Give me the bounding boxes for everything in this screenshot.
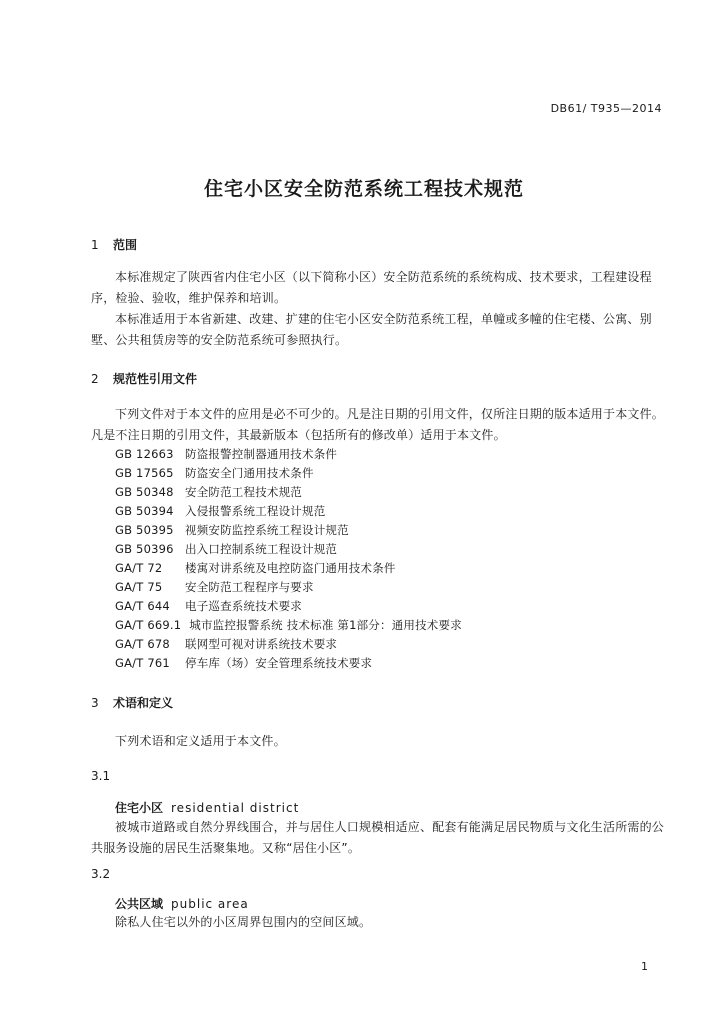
reference-item [115,655,372,671]
reference-code: GA/T 75 [115,580,163,594]
reference-name: 入侵报警系统工程设计规范 [185,504,326,518]
reference-item [115,598,302,614]
reference-name: 视频安防监控系统工程设计规范 [185,523,349,537]
reference-name: 安全防范工程技术规范 [185,485,302,499]
document-title: 住宅小区安全防范系统工程技术规范 [203,178,524,200]
reference-item [115,446,337,462]
reference-item [115,541,337,557]
page-number: 1 [641,960,648,973]
reference-name: 安全防范工程程序与要求 [185,580,314,594]
section-title: 范围 [113,238,138,252]
reference-item [115,617,462,633]
reference-code: GA/T 72 [115,561,163,575]
reference-name: 电子巡查系统技术要求 [185,599,302,613]
section-title: 术语和定义 [113,696,174,710]
term-definition: 除私人住宅以外的小区周界包围内的空间区域。 [115,915,372,929]
reference-item [115,636,337,652]
reference-name: 防盗报警控制器通用技术条件 [185,447,338,461]
reference-item [115,503,325,519]
reference-name: 楼寓对讲系统及电控防盗门通用技术条件 [185,561,396,575]
reference-code: GB 50348 [115,485,174,499]
reference-code: GB 50395 [115,523,174,537]
paragraph: 本标准规定了陕西省内住宅小区（以下简称小区）安全防范系统的系统构成、技术要求，工程建设程序，检验、验收，维护保养和培训。 [91,270,652,305]
term-heading [115,799,299,816]
reference-name: 防盗安全门通用技术条件 [185,466,314,480]
reference-name: 出入口控制系统工程设计规范 [185,542,338,556]
section-1-heading [91,236,137,253]
document-code: DB61/ T935—2014 [550,102,662,115]
reference-item [115,484,302,500]
reference-name: 城市监控报警系统 技术标准 第1部分：通用技术要求 [189,618,462,632]
term-number: 3.2 [91,867,111,881]
section-number: 1 [91,238,99,252]
reference-item [115,560,396,576]
reference-item [115,465,314,481]
reference-code: GB 12663 [115,447,174,461]
reference-code: GA/T 644 [115,599,170,613]
reference-item [115,522,349,538]
term-number: 3.1 [91,769,111,783]
reference-item [115,579,314,595]
reference-code: GB 17565 [115,466,174,480]
section-title: 规范性引用文件 [113,372,198,386]
section-3-heading [91,694,173,711]
paragraph: 本标准适用于本省新建、改建、扩建的住宅小区安全防范系统工程，单幢或多幢的住宅楼、公寓、别墅、公共租赁房等的安全防范系统可参照执行。 [91,312,652,347]
reference-name: 停车库（场）安全管理系统技术要求 [185,656,373,670]
term-chinese: 公共区域 [115,897,164,911]
term-definition: 被城市道路或自然分界线围合，并与居住人口规模相适应、配套有能满足居民物质与文化生活所需的公共服务设施的居民生活聚集地。又称“居住小区”。 [91,820,665,855]
reference-name: 联网型可视对讲系统技术要求 [185,637,338,651]
term-english: residential district [171,801,300,815]
term-heading [115,895,249,912]
reference-code: GA/T 761 [115,656,170,670]
reference-code: GB 50394 [115,504,174,518]
paragraph: 下列术语和定义适用于本文件。 [115,734,286,748]
reference-code: GA/T 669.1 [115,618,182,632]
term-chinese: 住宅小区 [115,801,164,815]
section-2-heading [91,370,197,387]
reference-code: GB 50396 [115,542,174,556]
section-number: 3 [91,696,99,710]
reference-code: GA/T 678 [115,637,170,651]
paragraph: 下列文件对于本文件的应用是必不可少的。凡是注日期的引用文件，仅所注日期的版本适用于本文件。凡是不注日期的引用文件，其最新版本（包括所有的修改单）适用于本文件。 [91,407,665,442]
term-english: public area [171,897,249,911]
section-number: 2 [91,372,99,386]
